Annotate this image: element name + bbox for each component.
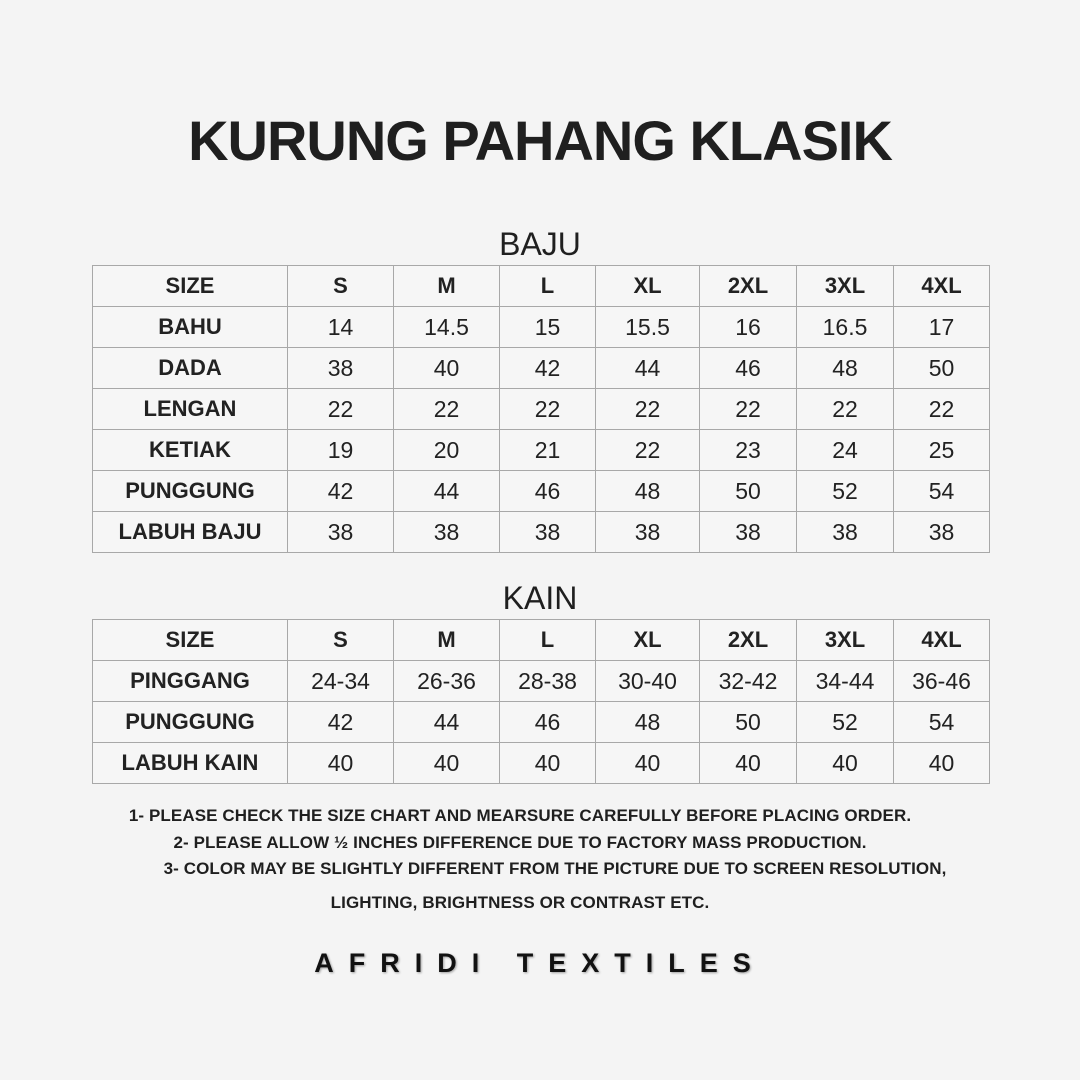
- table-cell: 52: [797, 702, 894, 743]
- table-cell: 40: [288, 743, 394, 784]
- table-cell: 52: [797, 471, 894, 512]
- header-cell: M: [394, 266, 500, 307]
- note-line: 1- PLEASE CHECK THE SIZE CHART AND MEARSURE CAREFULLY BEFORE PLACING ORDER.: [128, 806, 912, 825]
- table-cell: 38: [500, 512, 596, 553]
- table-cell: 25: [894, 430, 990, 471]
- table-cell: 32-42: [700, 661, 797, 702]
- row-label: LABUH BAJU: [93, 512, 288, 553]
- table-cell: 50: [700, 702, 797, 743]
- header-cell: 2XL: [700, 620, 797, 661]
- header-cell: M: [394, 620, 500, 661]
- table-cell: 14.5: [394, 307, 500, 348]
- header-cell: 4XL: [894, 266, 990, 307]
- table-cell: 48: [596, 471, 700, 512]
- table-cell: 42: [288, 702, 394, 743]
- table-row: [93, 307, 990, 348]
- table-cell: 44: [596, 348, 700, 389]
- table-cell: 15: [500, 307, 596, 348]
- table-row: [93, 389, 990, 430]
- table-cell: 38: [394, 512, 500, 553]
- table-cell: 16: [700, 307, 797, 348]
- table-cell: 38: [288, 348, 394, 389]
- table-cell: 40: [596, 743, 700, 784]
- row-label: PINGGANG: [93, 661, 288, 702]
- header-cell: XL: [596, 266, 700, 307]
- table-cell: 42: [288, 471, 394, 512]
- table-row: [93, 348, 990, 389]
- header-cell: S: [288, 620, 394, 661]
- row-label: PUNGGUNG: [93, 471, 288, 512]
- table-cell: 22: [700, 389, 797, 430]
- table-cell: 38: [894, 512, 990, 553]
- table-header-row: [93, 620, 990, 661]
- table-header-row: [93, 266, 990, 307]
- table-cell: 26-36: [394, 661, 500, 702]
- table-cell: 38: [797, 512, 894, 553]
- table-cell: 38: [700, 512, 797, 553]
- note-line: 2- PLEASE ALLOW ½ INCHES DIFFERENCE DUE TO FACTORY MASS PRODUCTION.: [173, 833, 867, 852]
- table-cell: 30-40: [596, 661, 700, 702]
- table-row: [93, 661, 990, 702]
- table-cell: 21: [500, 430, 596, 471]
- table-cell: 54: [894, 471, 990, 512]
- table-cell: 46: [500, 702, 596, 743]
- table-cell: 20: [394, 430, 500, 471]
- table-cell: 22: [500, 389, 596, 430]
- header-cell: XL: [596, 620, 700, 661]
- table-cell: 42: [500, 348, 596, 389]
- page-title: KURUNG PAHANG KLASIK: [188, 109, 892, 172]
- table-cell: 15.5: [596, 307, 700, 348]
- row-label: LABUH KAIN: [93, 743, 288, 784]
- table-cell: 19: [288, 430, 394, 471]
- row-label: DADA: [93, 348, 288, 389]
- table-cell: 28-38: [500, 661, 596, 702]
- header-cell: SIZE: [93, 620, 288, 661]
- header-cell: 3XL: [797, 266, 894, 307]
- kain-size-table: [92, 619, 990, 784]
- row-label: BAHU: [93, 307, 288, 348]
- table-cell: 38: [288, 512, 394, 553]
- header-cell: S: [288, 266, 394, 307]
- table-cell: 48: [797, 348, 894, 389]
- table-cell: 40: [700, 743, 797, 784]
- table-cell: 40: [394, 743, 500, 784]
- baju-section-title: BAJU: [499, 226, 581, 262]
- table-cell: 22: [394, 389, 500, 430]
- table-cell: 50: [700, 471, 797, 512]
- table-cell: 23: [700, 430, 797, 471]
- table-cell: 44: [394, 471, 500, 512]
- table-cell: 50: [894, 348, 990, 389]
- table-row: [93, 512, 990, 553]
- table-cell: 24: [797, 430, 894, 471]
- table-cell: 40: [894, 743, 990, 784]
- table-cell: 24-34: [288, 661, 394, 702]
- header-cell: SIZE: [93, 266, 288, 307]
- table-cell: 54: [894, 702, 990, 743]
- table-cell: 36-46: [894, 661, 990, 702]
- table-row: [93, 471, 990, 512]
- table-cell: 40: [500, 743, 596, 784]
- header-cell: 4XL: [894, 620, 990, 661]
- table-cell: 22: [596, 389, 700, 430]
- table-cell: 16.5: [797, 307, 894, 348]
- table-cell: 48: [596, 702, 700, 743]
- table-cell: 46: [700, 348, 797, 389]
- table-cell: 46: [500, 471, 596, 512]
- row-label: KETIAK: [93, 430, 288, 471]
- table-row: [93, 743, 990, 784]
- table-row: [93, 430, 990, 471]
- table-cell: 40: [394, 348, 500, 389]
- table-cell: 44: [394, 702, 500, 743]
- table-cell: 17: [894, 307, 990, 348]
- baju-size-table: [92, 265, 990, 553]
- table-cell: 22: [797, 389, 894, 430]
- table-cell: 40: [797, 743, 894, 784]
- note-line: LIGHTING, BRIGHTNESS OR CONTRAST ETC.: [330, 893, 710, 912]
- row-label: PUNGGUNG: [93, 702, 288, 743]
- table-cell: 22: [894, 389, 990, 430]
- table-cell: 34-44: [797, 661, 894, 702]
- table-cell: 38: [596, 512, 700, 553]
- table-cell: 22: [596, 430, 700, 471]
- table-cell: 14: [288, 307, 394, 348]
- header-cell: 3XL: [797, 620, 894, 661]
- header-cell: 2XL: [700, 266, 797, 307]
- header-cell: L: [500, 266, 596, 307]
- table-row: [93, 702, 990, 743]
- note-line: 3- COLOR MAY BE SLIGHTLY DIFFERENT FROM THE PICTURE DUE TO SCREEN RESOLUTION,: [163, 859, 947, 878]
- table-cell: 22: [288, 389, 394, 430]
- kain-section-title: KAIN: [502, 580, 578, 616]
- row-label: LENGAN: [93, 389, 288, 430]
- brand-name: AFRIDI TEXTILES: [314, 948, 766, 978]
- header-cell: L: [500, 620, 596, 661]
